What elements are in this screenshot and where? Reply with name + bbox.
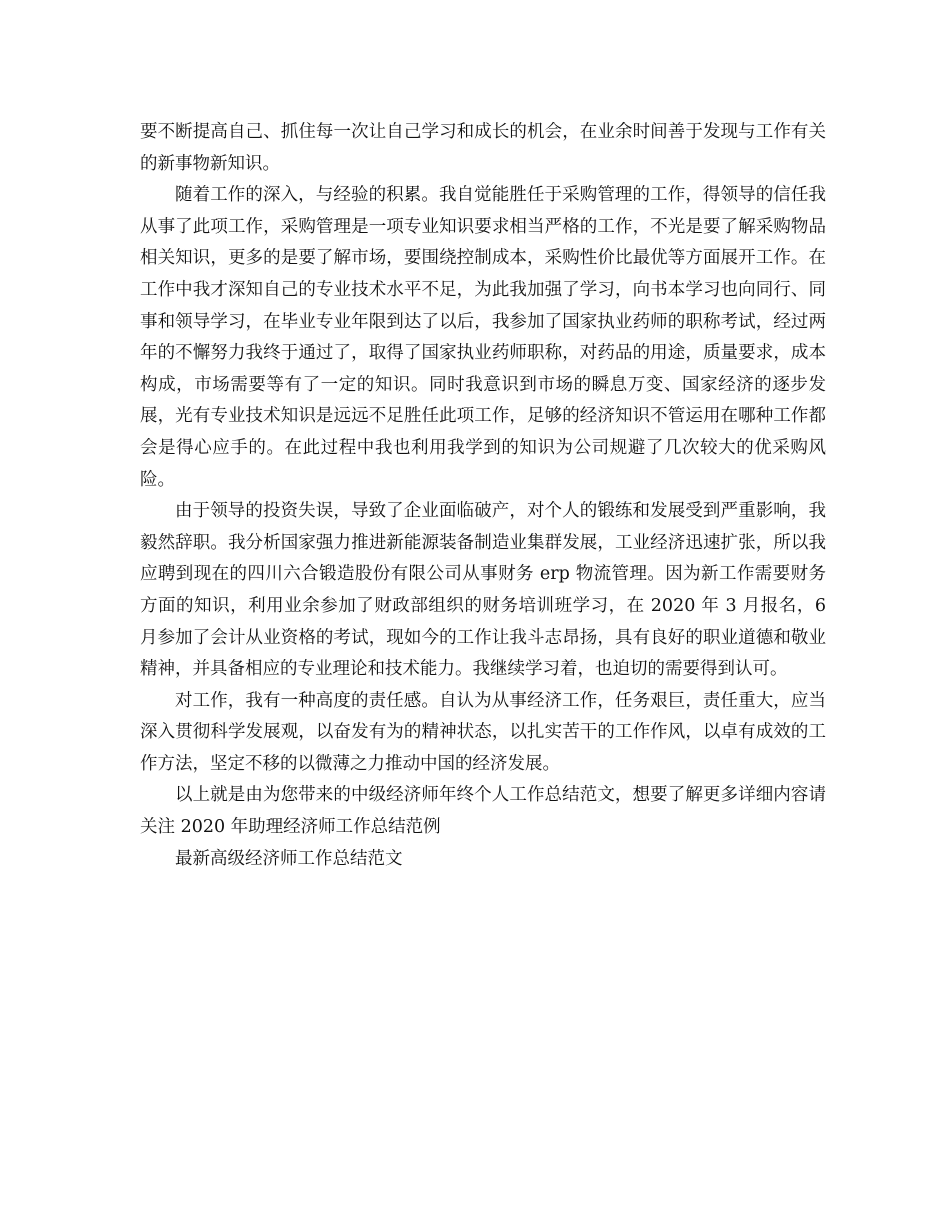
paragraph-5: 以上就是由为您带来的中级经济师年终个人工作总结范文，想要了解更多详细内容请关注 2020 年助理经济师工作总结范例: [140, 785, 826, 838]
paragraph-2: 随着工作的深入，与经验的积累。我自觉能胜任于采购管理的工作，得领导的信任我从事了此项工作，采购管理是一项专业知识要求相当严格的工作，不光是要了解采购物品相关知识，更多的是要了解市场，要围绕控制成本，采购性价比最优等方面展开工作。在工作中我才深知自己的专业技术水平不足，为此我加强了学习，向书本学习也向同行、同事和领导学习，在毕业专业年限到达了以后，我参加了国家执业药师的职称考试，经过两年的不懈努力我终于通过了，取得了国家执业药师职称，对药品的用途，质量要求，成本构成，市场需要等有了一定的知识。同时我意识到市场的瞬息万变、国家经济的逐步发展，光有专业技术知识是远远不足胜任此项工作，足够的经济知识不管运用在哪种工作都会是得心应手的。在此过程中我也利用我学到的知识为公司规避了几次较大的优采购风险。: [140, 185, 826, 490]
paragraph-3: 由于领导的投资失误，导致了企业面临破产，对个人的锻练和发展受到严重影响，我毅然辞职。我分析国家强力推进新能源装备制造业集群发展，工业经济迅速扩张，所以我应聘到现在的四川六合锻造股份有限公司从事财务 erp 物流管理。因为新工作需要财务方面的知识，利用业余参加了财政部组织的财务培训班学习，在 2020 年 3 月报名，6 月参加了会计从业资格的考试，现如今的工作让我斗志昂扬，具有良好的职业道德和敬业精神，并具备相应的专业理论和技术能力。我继续学习着，也迫切的需要得到认可。: [140, 501, 826, 680]
document-body: [140, 117, 826, 875]
paragraph-4: 对工作，我有一种高度的责任感。自认为从事经济工作，任务艰巨，责任重大，应当深入贯彻科学发展观，以奋发有为的精神状态，以扎实苦干的工作作风，以卓有成效的工作方法，坚定不移的以微薄之力推动中国的经济发展。: [140, 690, 826, 774]
paragraph-6-link[interactable]: 最新高级经济师工作总结范文: [175, 848, 403, 869]
paragraph-1: 要不断提高自己、抓住每一次让自己学习和成长的机会，在业余时间善于发现与工作有关的新事物新知识。: [140, 122, 826, 174]
